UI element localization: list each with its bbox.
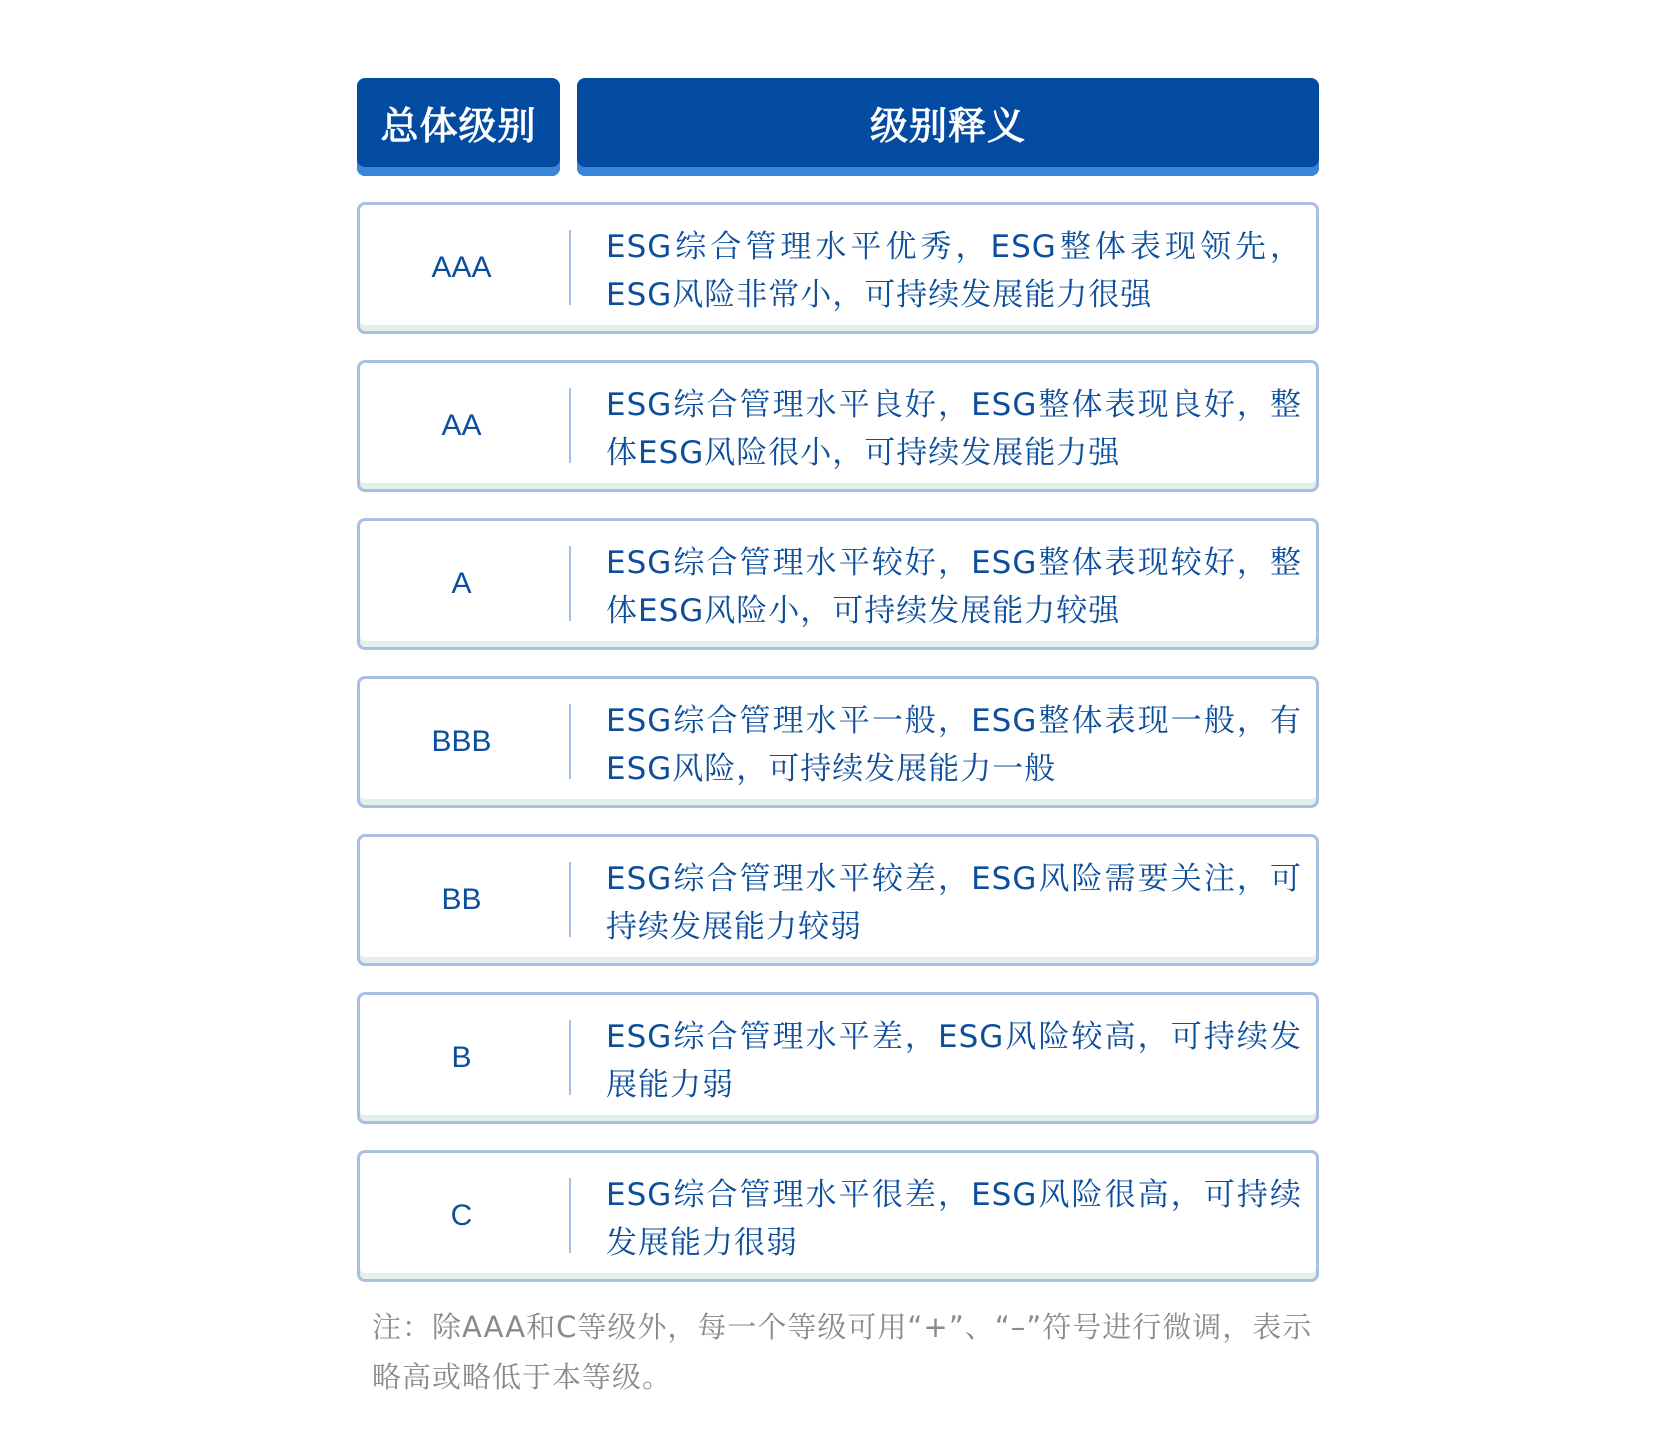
row-divider: [569, 1178, 571, 1253]
table-row: [357, 1150, 1319, 1282]
table-row: [357, 202, 1319, 334]
definition-cell: ESG综合管理水平较差，ESG风险需要关注，可持续发展能力较弱: [606, 861, 1302, 945]
grade-cell: AA: [441, 409, 482, 442]
row-divider: [569, 388, 571, 463]
definition-cell: ESG综合管理水平很差，ESG风险很高，可持续发展能力很弱: [606, 1177, 1302, 1261]
grade-cell: B: [451, 1041, 472, 1074]
grade-cell: BBB: [431, 725, 492, 758]
grade-cell: A: [451, 567, 472, 600]
row-divider: [569, 1020, 571, 1095]
table-row: [357, 360, 1319, 492]
grade-cell: AAA: [431, 251, 492, 284]
grade-cell: BB: [441, 883, 482, 916]
definition-cell: ESG综合管理水平差，ESG风险较高，可持续发展能力弱: [606, 1019, 1302, 1103]
table-row: [357, 676, 1319, 808]
definition-cell: ESG综合管理水平良好，ESG整体表现良好，整体ESG风险很小，可持续发展能力强: [606, 387, 1302, 471]
row-divider: [569, 862, 571, 937]
footnote: 注：除AAA和C等级外，每一个等级可用“+”、“–”符号进行微调，表示略高或略低于本等级。: [372, 1310, 1313, 1394]
table-row: [357, 834, 1319, 966]
row-divider: [569, 704, 571, 779]
row-divider: [569, 230, 571, 305]
grade-cell: C: [450, 1199, 473, 1232]
table-row: [357, 518, 1319, 650]
definition-cell: ESG综合管理水平较好，ESG整体表现较好，整体ESG风险小，可持续发展能力较强: [606, 545, 1302, 629]
definition-cell: ESG综合管理水平优秀，ESG整体表现领先，ESG风险非常小，可持续发展能力很强: [606, 229, 1302, 313]
table-row: [357, 992, 1319, 1124]
definition-cell: ESG综合管理水平一般，ESG整体表现一般，有ESG风险，可持续发展能力一般: [606, 703, 1302, 787]
row-divider: [569, 546, 571, 621]
header-grade-definition: 级别释义: [577, 78, 1319, 176]
header-overall-grade: 总体级别: [357, 78, 560, 176]
